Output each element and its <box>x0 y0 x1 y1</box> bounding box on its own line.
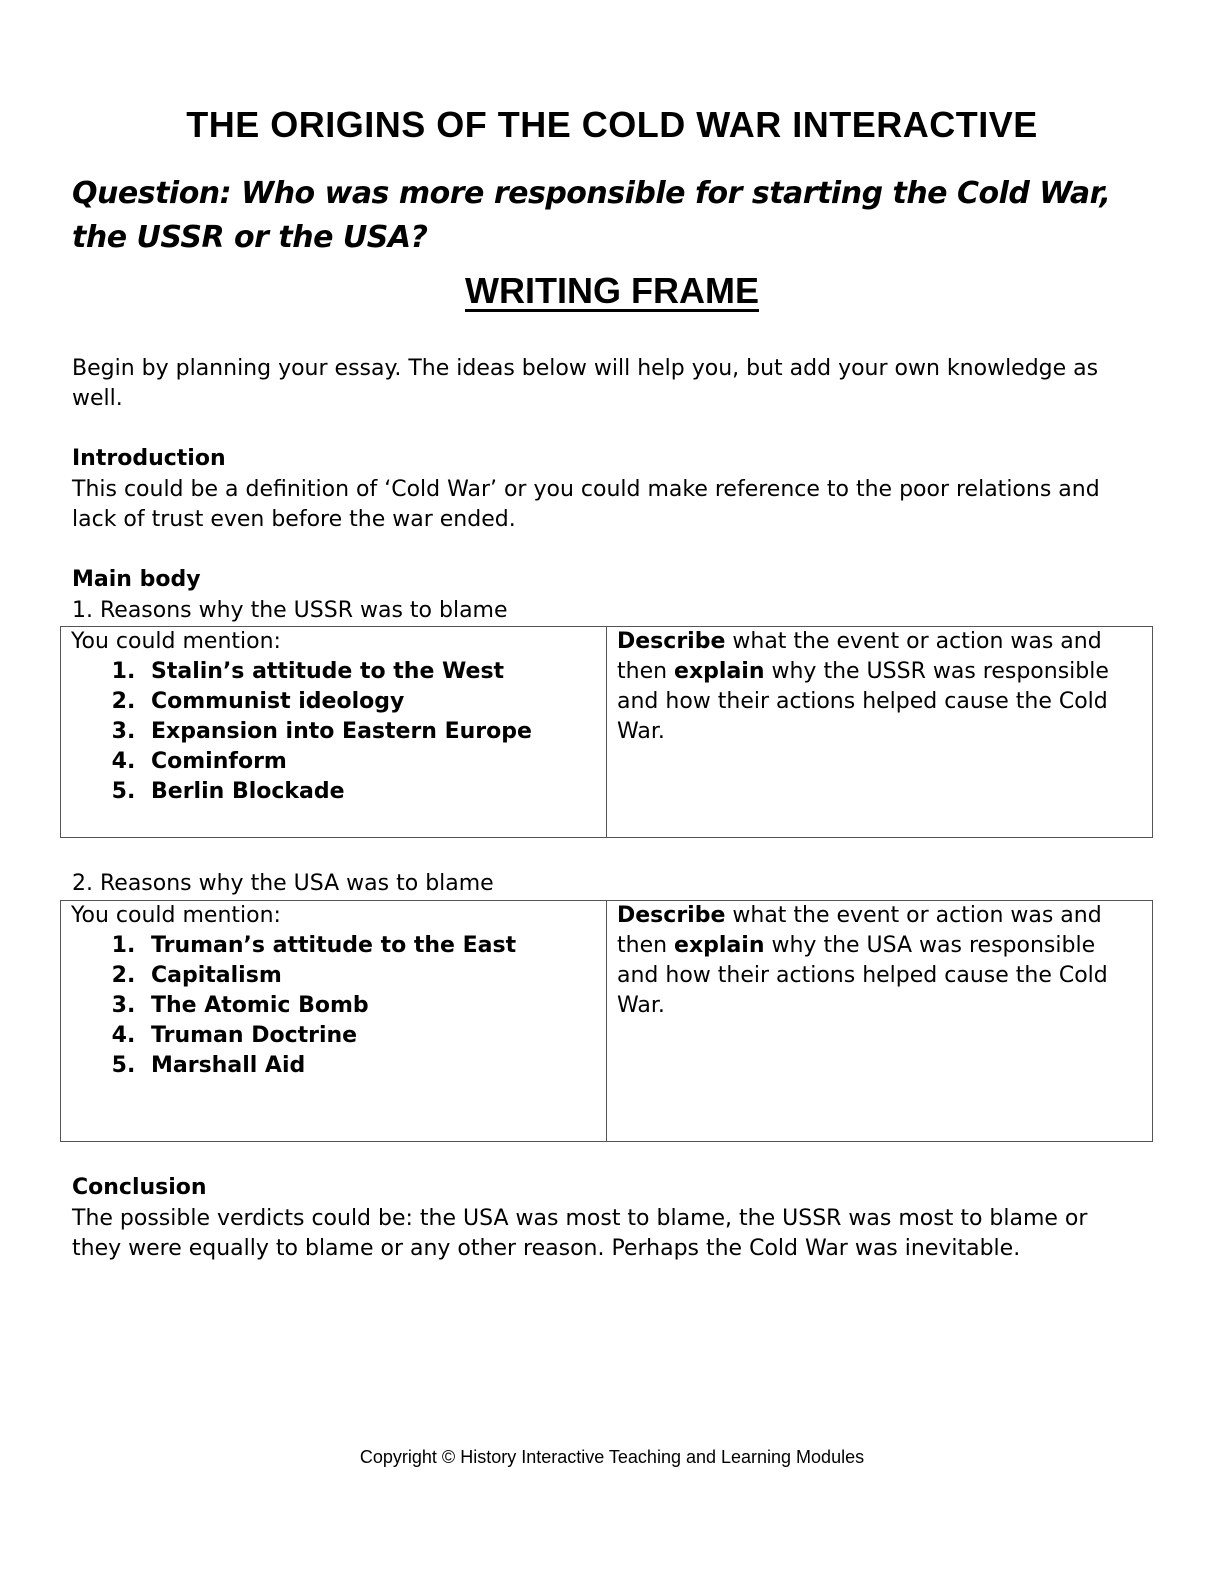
explain-text: why the USSR was responsible and how their actions helped cause the Cold War. <box>617 659 1109 744</box>
intro-instruction: Begin by planning your essay. The ideas below will help you, but add your own knowledge as well. <box>72 356 1099 411</box>
describe-text: what the event or action was and then <box>617 629 1102 684</box>
conclusion-heading: Conclusion <box>72 1175 207 1200</box>
copyright-footer: Copyright © History Interactive Teaching and Learning Modules <box>359 1447 865 1467</box>
page-title: THE ORIGINS OF THE COLD WAR INTERACTIVE <box>186 104 1038 145</box>
ussr-mention-label: You could mention: <box>71 629 281 654</box>
ussr-reasons-list <box>71 657 596 807</box>
list-item: 2. Capitalism <box>143 961 596 991</box>
list-item: 1. Stalin’s attitude to the West <box>143 657 596 687</box>
list-item: 4. Cominform <box>143 747 596 777</box>
introduction-heading: Introduction <box>72 446 226 471</box>
usa-describe-cell <box>607 901 1153 1142</box>
usa-mention-label: You could mention: <box>71 903 281 928</box>
conclusion-text: The possible verdicts could be: the USA was most to blame, the USSR was most to blame or they were equally to blame or any other reason. Perhaps the Cold War was inevitable. <box>72 1206 1088 1261</box>
list-item: 4. Truman Doctrine <box>143 1021 596 1051</box>
usa-mention-cell <box>61 901 607 1142</box>
list-item: 3. The Atomic Bomb <box>143 991 596 1021</box>
usa-reasons-list <box>71 931 596 1081</box>
section2-label: 2. Reasons why the USA was to blame <box>72 871 494 896</box>
describe-text: what the event or action was and then <box>617 903 1102 958</box>
explain-word: explain <box>674 933 765 958</box>
list-item: 5. Marshall Aid <box>143 1051 596 1081</box>
explain-word: explain <box>674 659 765 684</box>
introduction-text: This could be a definition of ‘Cold War’ or you could make reference to the poor relations and lack of trust even before the war ended. <box>72 477 1100 532</box>
essay-question: Question: Who was more responsible for starting the Cold War, the USSR or the USA? <box>72 176 1111 255</box>
explain-text: why the USA was responsible and how their actions helped cause the Cold War. <box>617 933 1108 1018</box>
describe-word: Describe <box>617 629 726 654</box>
describe-word: Describe <box>617 903 726 928</box>
list-item: 3. Expansion into Eastern Europe <box>143 717 596 747</box>
main-body-heading: Main body <box>72 567 201 592</box>
list-item: 1. Truman’s attitude to the East <box>143 931 596 961</box>
list-item: 2. Communist ideology <box>143 687 596 717</box>
usa-reasons-table <box>60 900 1153 1142</box>
ussr-reasons-table <box>60 626 1153 838</box>
ussr-mention-cell <box>61 627 607 838</box>
writing-frame-title: WRITING FRAME <box>465 270 759 311</box>
section1-label: 1. Reasons why the USSR was to blame <box>72 598 508 623</box>
list-item: 5. Berlin Blockade <box>143 777 596 807</box>
ussr-describe-cell <box>607 627 1153 838</box>
